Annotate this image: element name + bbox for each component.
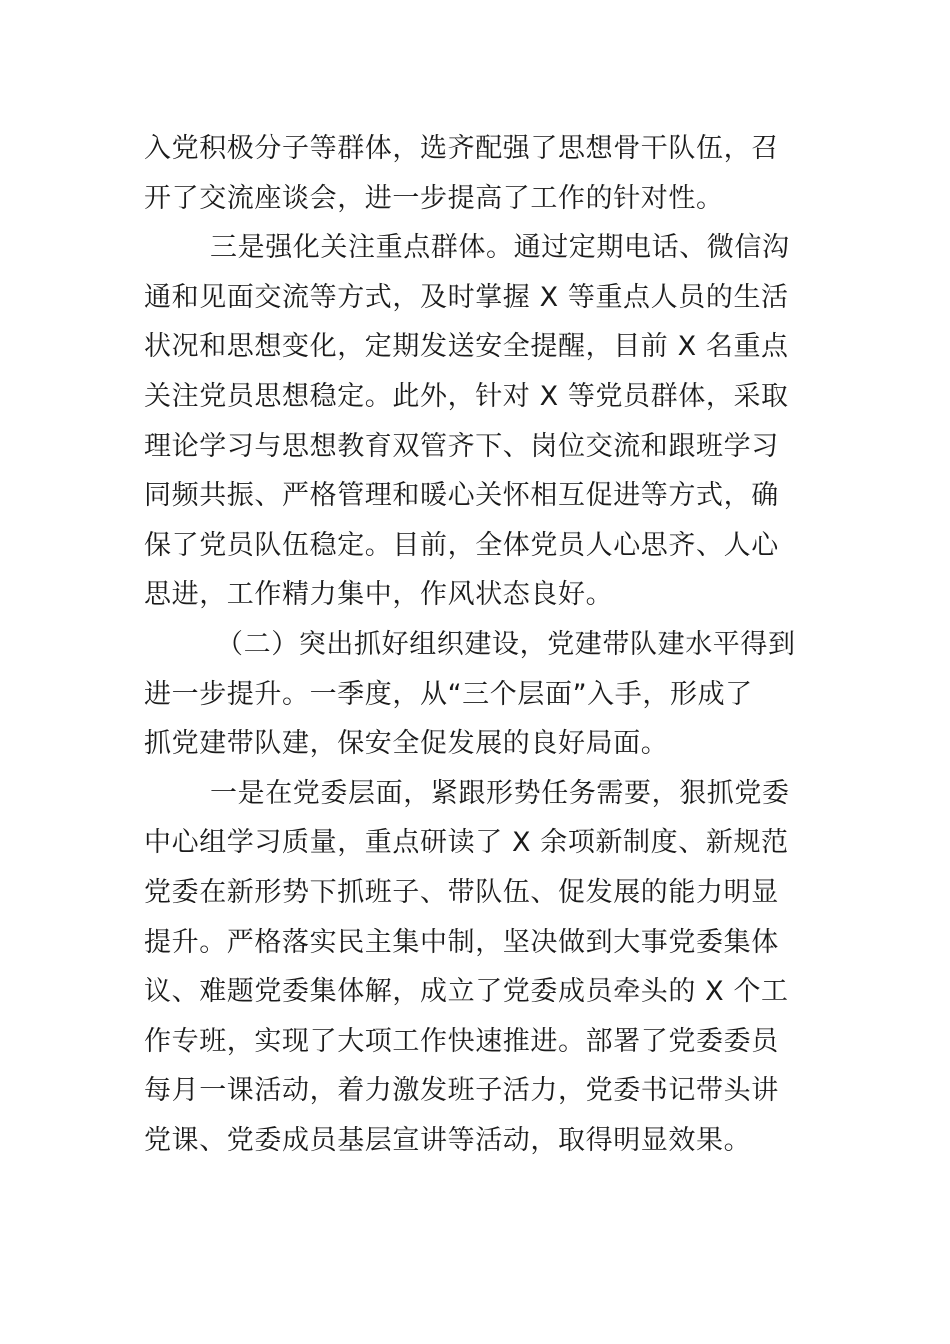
section-heading-line: （二）突出抓好组织建设，党建带队建水平得到 [216, 628, 796, 660]
paragraph-start-line: 三是强化关注重点群体。通过定期电话、微信沟 [210, 232, 790, 264]
text-line: 状况和思想变化，定期发送安全提醒，目前 X 名重点 [144, 331, 789, 363]
text-line: 思进，工作精力集中，作风状态良好。 [144, 579, 614, 611]
text-line: 提升。严格落实民主集中制，坚决做到大事党委集体 [144, 926, 779, 958]
text-line: 理论学习与思想教育双管齐下、岗位交流和跟班学习 [144, 430, 779, 462]
text-line: 保了党员队伍稳定。目前，全体党员人心思齐、人心 [144, 529, 779, 561]
text-line: 议、难题党委集体解，成立了党委成员牵头的 X 个工 [144, 976, 789, 1008]
text-line: 通和见面交流等方式，及时掌握 X 等重点人员的生活 [144, 281, 789, 313]
document-body [144, 124, 808, 1165]
text-line: 同频共振、严格管理和暖心关怀相互促进等方式，确 [144, 480, 779, 512]
text-line: 作专班，实现了大项工作快速推进。部署了党委委员 [144, 1025, 779, 1057]
text-line: 每月一课活动，着力激发班子活力，党委书记带头讲 [144, 1075, 779, 1107]
text-line: 党课、党委成员基层宣讲等活动，取得明显效果。 [144, 1124, 752, 1156]
text-line: 中心组学习质量，重点研读了 X 余项新制度、新规范 [144, 827, 789, 859]
text-line: 进一步提升。一季度，从“三个层面”入手，形成了 [144, 678, 753, 710]
text-line: 党委在新形势下抓班子、带队伍、促发展的能力明显 [144, 876, 779, 908]
paragraph-start-line: 一是在党委层面，紧跟形势任务需要，狠抓党委 [210, 777, 790, 809]
text-line: 开了交流座谈会，进一步提高了工作的针对性。 [144, 182, 724, 214]
text-line: 抓党建带队建，保安全促发展的良好局面。 [144, 728, 669, 760]
text-line: 入党积极分子等群体，选齐配强了思想骨干队伍，召 [144, 133, 779, 164]
text-line: 关注党员思想稳定。此外，针对 X 等党员群体，采取 [144, 380, 789, 412]
